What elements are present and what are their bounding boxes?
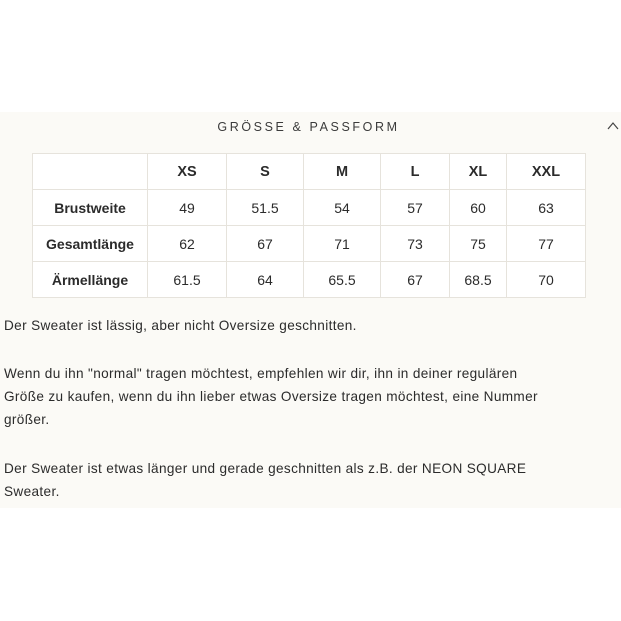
description-paragraph-3 [4, 457, 614, 503]
chevron-up-icon[interactable] [607, 121, 619, 131]
header-cell-xs: XS [148, 154, 227, 190]
table-cell: 73 [381, 226, 450, 262]
description-line: Wenn du ihn "normal" tragen möchtest, empfehlen wir dir, ihn in deiner regulären [4, 366, 518, 381]
table-cell: 61.5 [148, 262, 227, 298]
row-label: Gesamtlänge [33, 226, 148, 262]
table-cell: 75 [450, 226, 507, 262]
description-line: größer. [4, 412, 50, 427]
header-cell-xl: XL [450, 154, 507, 190]
table-cell: 71 [304, 226, 381, 262]
table-cell: 51.5 [227, 190, 304, 226]
description-line: Größe zu kaufen, wenn du ihn lieber etwas Oversize tragen möchtest, eine Nummer [4, 389, 538, 404]
header-cell-xxl: XXL [507, 154, 586, 190]
table-cell: 64 [227, 262, 304, 298]
table-cell: 49 [148, 190, 227, 226]
size-table [32, 153, 586, 298]
table-cell: 67 [227, 226, 304, 262]
description-paragraph-1 [4, 314, 614, 337]
table-cell: 70 [507, 262, 586, 298]
accordion-header[interactable] [0, 112, 621, 142]
header-cell-s: S [227, 154, 304, 190]
table-cell: 77 [507, 226, 586, 262]
size-fit-panel [0, 112, 621, 508]
table-row [33, 262, 586, 298]
row-label: Brustweite [33, 190, 148, 226]
description-line: Sweater. [4, 484, 60, 499]
table-cell: 60 [450, 190, 507, 226]
table-cell: 57 [381, 190, 450, 226]
table-row [33, 226, 586, 262]
section-title: GRÖSSE & PASSFORM [217, 120, 400, 134]
table-cell: 68.5 [450, 262, 507, 298]
table-row [33, 190, 586, 226]
table-cell: 67 [381, 262, 450, 298]
header-cell-l: L [381, 154, 450, 190]
table-header-row [33, 154, 586, 190]
description-paragraph-2 [4, 362, 614, 431]
row-label: Ärmellänge [33, 262, 148, 298]
table-cell: 54 [304, 190, 381, 226]
header-cell-m: M [304, 154, 381, 190]
description-line: Der Sweater ist lässig, aber nicht Oversize geschnitten. [4, 318, 357, 333]
table-cell: 62 [148, 226, 227, 262]
description-line: Der Sweater ist etwas länger und gerade geschnitten als z.B. der NEON SQUARE [4, 461, 527, 476]
header-cell [33, 154, 148, 190]
table-cell: 63 [507, 190, 586, 226]
table-cell: 65.5 [304, 262, 381, 298]
